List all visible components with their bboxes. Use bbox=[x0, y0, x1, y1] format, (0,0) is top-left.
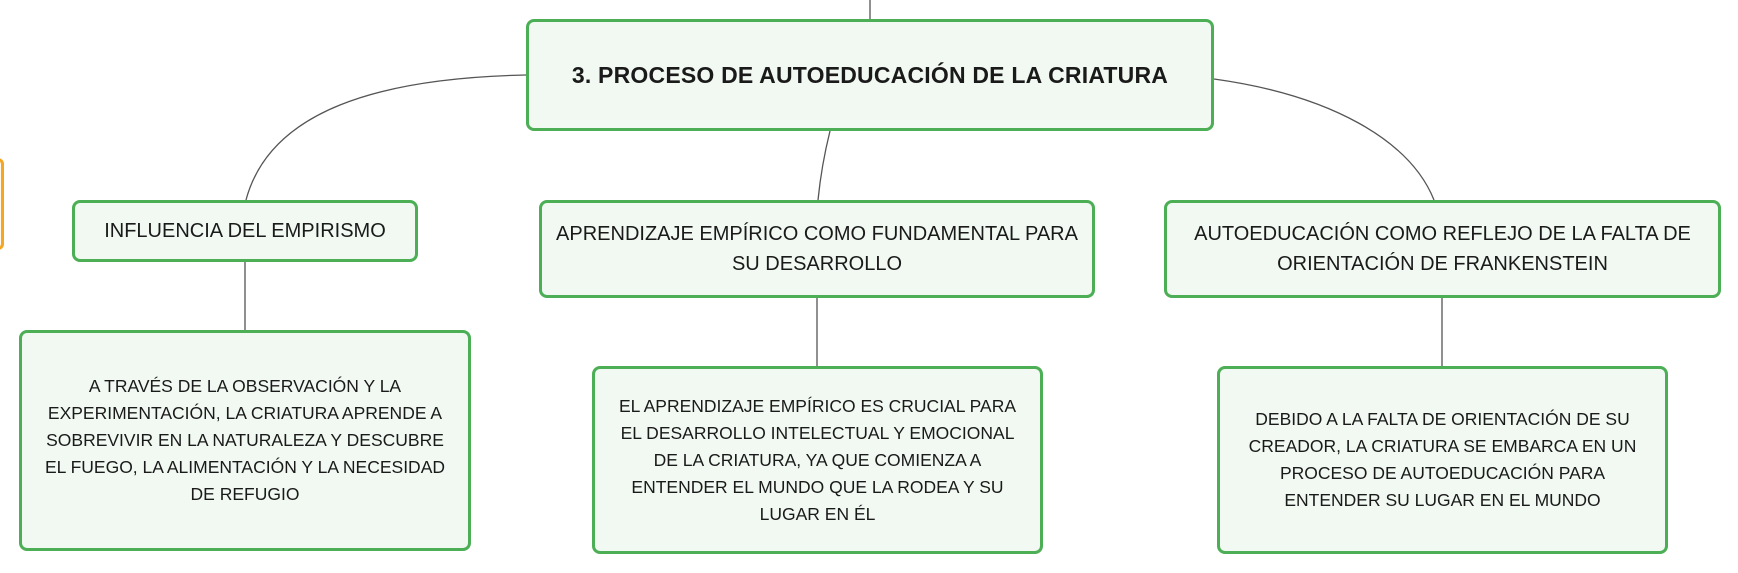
subtopic-node-aprendizaje[interactable] bbox=[539, 200, 1095, 298]
subtopic-node-reflejo[interactable] bbox=[1164, 200, 1721, 298]
subtopic-node-empirismo[interactable] bbox=[72, 200, 418, 262]
subtopic-label: APRENDIZAJE EMPÍRICO COMO FUNDAMENTAL PARA SU DESARROLLO bbox=[556, 223, 1078, 275]
root-topic-node[interactable] bbox=[526, 19, 1214, 131]
offscreen-sibling-node[interactable] bbox=[0, 158, 4, 250]
root-topic-label: 3. PROCESO DE AUTOEDUCACIÓN DE LA CRIATURA bbox=[571, 61, 1169, 88]
connector-root-to-reflejo bbox=[1214, 79, 1434, 200]
subtopic-label: AUTOEDUCACIÓN COMO REFLEJO DE LA FALTA DE ORIENTACIÓN DE FRANKENSTEIN bbox=[1194, 223, 1691, 275]
detail-text: A TRAVÉS DE LA OBSERVACIÓN Y LA EXPERIMENTACIÓN, LA CRIATURA APRENDE A SOBREVIVIR EN LA NATURALEZA Y DESCUBRE EL FUEGO, LA ALIMENTACIÓN Y LA NECESIDAD DE REFUGIO bbox=[44, 376, 446, 504]
detail-node-reflejo[interactable] bbox=[1217, 366, 1668, 554]
subtopic-label: INFLUENCIA DEL EMPIRISMO bbox=[104, 220, 386, 242]
connector-root-to-aprendizaje bbox=[818, 131, 830, 200]
detail-text: EL APRENDIZAJE EMPÍRICO ES CRUCIAL PARA EL DESARROLLO INTELECTUAL Y EMOCIONAL DE LA CRIATURA, YA QUE COMIENZA A ENTENDER EL MUNDO QUE LA RODEA Y SU LUGAR EN ÉL bbox=[618, 395, 1017, 524]
detail-node-aprendizaje[interactable] bbox=[592, 366, 1043, 554]
detail-node-empirismo[interactable] bbox=[19, 330, 471, 551]
connector-root-to-empirismo bbox=[246, 75, 526, 200]
detail-text: DEBIDO A LA FALTA DE ORIENTACIÓN DE SU CREADOR, LA CRIATURA SE EMBARCA EN UN PROCESO DE AUTOEDUCACIÓN PARA ENTENDER SU LUGAR EN EL MUNDO bbox=[1248, 409, 1637, 510]
